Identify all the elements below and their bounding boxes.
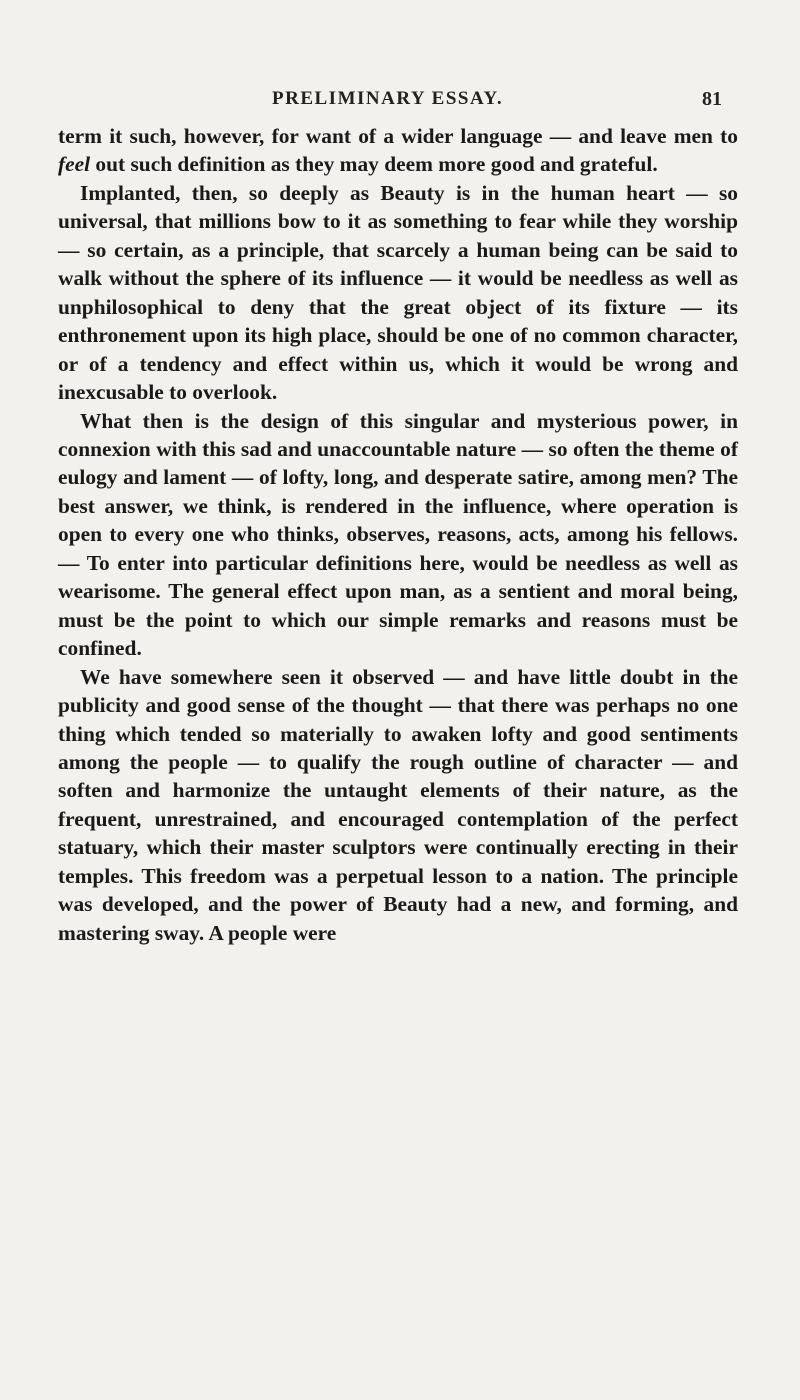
running-title: PRELIMINARY ESSAY. xyxy=(272,88,504,109)
page-number: 81 xyxy=(702,88,722,110)
paragraph-1 xyxy=(58,122,738,179)
paragraph-4: We have somewhere seen it observed — and have little doubt in the publicity and good sense of the thought — that there was perhaps no one thing which tended so materially to awaken lofty and good sentiments among the people — to qualify the rough outline of character — and soften and harmonize the untaught elements of their nature, as the frequent, unrestrained, and encouraged contemplation of the perfect statuary, which their master sculptors were continually erecting in their temples. This freedom was a perpetual lesson to a nation. The principle was developed, and the power of Beauty had a new, and forming, and mastering sway. A people were xyxy=(58,664,738,945)
paragraph-1-text-end: out such definition as they may deem more good and grateful. xyxy=(90,152,658,177)
running-header xyxy=(0,84,800,114)
body-text xyxy=(58,122,738,947)
paragraph-2: Implanted, then, so deeply as Beauty is in the human heart — so universal, that millions bow to it as something to fear while they worship — so certain, as a principle, that scarcely a human being can be said to walk without the sphere of its influence — it would be needless as well as unphilosophical to deny that the great object of its fixture — its enthronement upon its high place, should be one of no common character, or of a tendency and effect within us, which it would be wrong and inexcusable to overlook. xyxy=(58,180,738,405)
paragraph-1-text-start: term it such, however, for want of a wider language — and leave men to xyxy=(58,124,738,148)
emphasized-word: feel xyxy=(58,152,91,177)
paragraph-3: What then is the design of this singular and mysterious power, in connexion with this sad and unaccountable nature — so often the theme of eulogy and lament — of lofty, long, and desperate satire, among men? The best answer, we think, is rendered in the influence, where operation is open to every one who thinks, observes, reasons, acts, among his fellows. — To enter into particular definitions here, would be needless as well as wearisome. The general effect upon man, as a sentient and moral being, must be the point to which our simple remarks and reasons must be confined. xyxy=(58,408,738,661)
